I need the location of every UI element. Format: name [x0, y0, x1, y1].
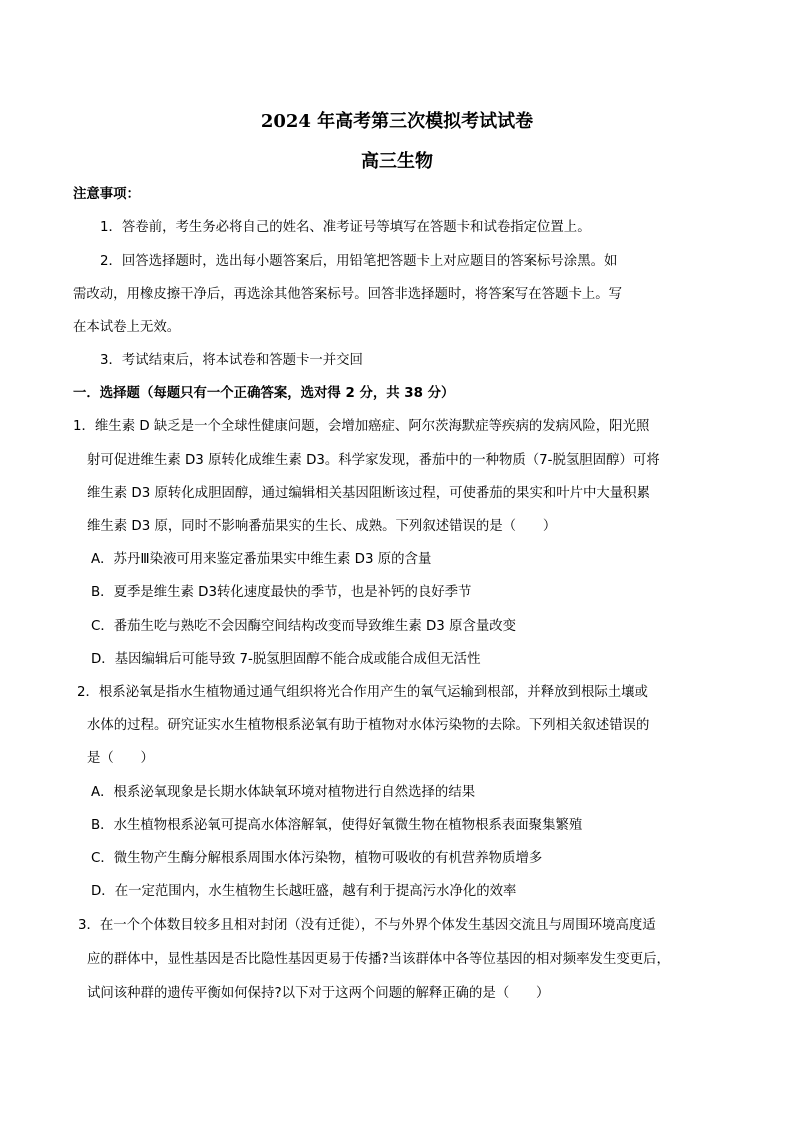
question-3-stem: 试问该种群的遗传平衡如何保持?以下对于这两个问题的解释正确的是（ ） — [87, 986, 550, 1001]
question-2-stem: 水体的过程。研究证实水生植物根系泌氧有助于植物对水体污染物的去除。下列相关叙述错误的 — [87, 718, 650, 733]
notice-line: 1．答卷前，考生务必将自己的姓名、准考证号等填写在答题卡和试卷指定位置上。 — [100, 220, 591, 235]
question-2-option-c: C．微生物产生酶分解根系周围水体污染物，植物可吸收的有机营养物质增多 — [91, 851, 543, 866]
question-3-stem: 应的群体中，显性基因是否比隐性基因更易于传播?当该群体中各等位基因的相对频率发生变更后， — [87, 952, 670, 967]
question-1-option-a: A．苏丹Ⅲ染液可用来鉴定番茄果实中维生素 D3 原的含量 — [91, 552, 432, 567]
section-heading: 一．选择题（每题只有一个正确答案，选对得 2 分，共 38 分） — [73, 386, 455, 401]
question-1-stem: 射可促进维生素 D3 原转化成维生素 D3。科学家发现，番茄中的一种物质（7-脱氢胆固醇）可将 — [87, 453, 660, 468]
question-1-stem: 维生素 D3 原，同时不影响番茄果实的生长、成熟。下列叙述错误的是（ ） — [87, 519, 557, 534]
question-1-option-d: D．基因编辑后可能导致 7-脱氢胆固醇不能合成或能合成但无活性 — [91, 652, 481, 667]
question-2-stem: 2．根系泌氧是指水生植物通过通气组织将光合作用产生的氧气运输到根部，并释放到根际土壤或 — [77, 685, 648, 700]
question-1-stem: 维生素 D3 原转化成胆固醇，通过编辑相关基因阻断该过程，可使番茄的果实和叶片中大量积累 — [87, 486, 650, 501]
exam-title: 2024 年高考第三次模拟考试试卷 — [260, 111, 534, 132]
exam-subtitle: 高三生物 — [361, 151, 433, 172]
notice-line: 需改动，用橡皮擦干净后，再选涂其他答案标号。回答非选择题时，将答案写在答题卡上。写 — [73, 287, 623, 302]
question-2-stem: 是（ ） — [87, 751, 154, 766]
notice-heading: 注意事项： — [73, 187, 140, 202]
question-2-option-a: A．根系泌氧现象是长期水体缺氧环境对植物进行自然选择的结果 — [91, 785, 476, 800]
question-1-option-b: B．夏季是维生素 D3转化速度最快的季节，也是补钙的良好季节 — [91, 585, 472, 600]
notice-line: 2．回答选择题时，选出每小题答案后，用铅笔把答题卡上对应题目的答案标号涂黑。如 — [100, 254, 618, 269]
question-2-option-b: B．水生植物根系泌氧可提高水体溶解氧，使得好氧微生物在植物根系表面聚集繁殖 — [91, 818, 583, 833]
question-1-stem: 1．维生素 D 缺乏是一个全球性健康问题，会增加癌症、阿尔茨海默症等疾病的发病风险，阳光照 — [73, 419, 650, 434]
question-2-option-d: D．在一定范围内，水生植物生长越旺盛，越有利于提高污水净化的效率 — [91, 884, 517, 899]
question-3-stem: 3．在一个个体数目较多且相对封闭（没有迁徙），不与外界个体发生基因交流且与周围环境高度适 — [78, 918, 656, 933]
notice-line: 3．考试结束后，将本试卷和答题卡一并交回 — [100, 353, 363, 368]
question-1-option-c: C．番茄生吃与熟吃不会因酶空间结构改变而导致维生素 D3 原含量改变 — [91, 619, 517, 634]
notice-line: 在本试卷上无效。 — [73, 320, 181, 335]
